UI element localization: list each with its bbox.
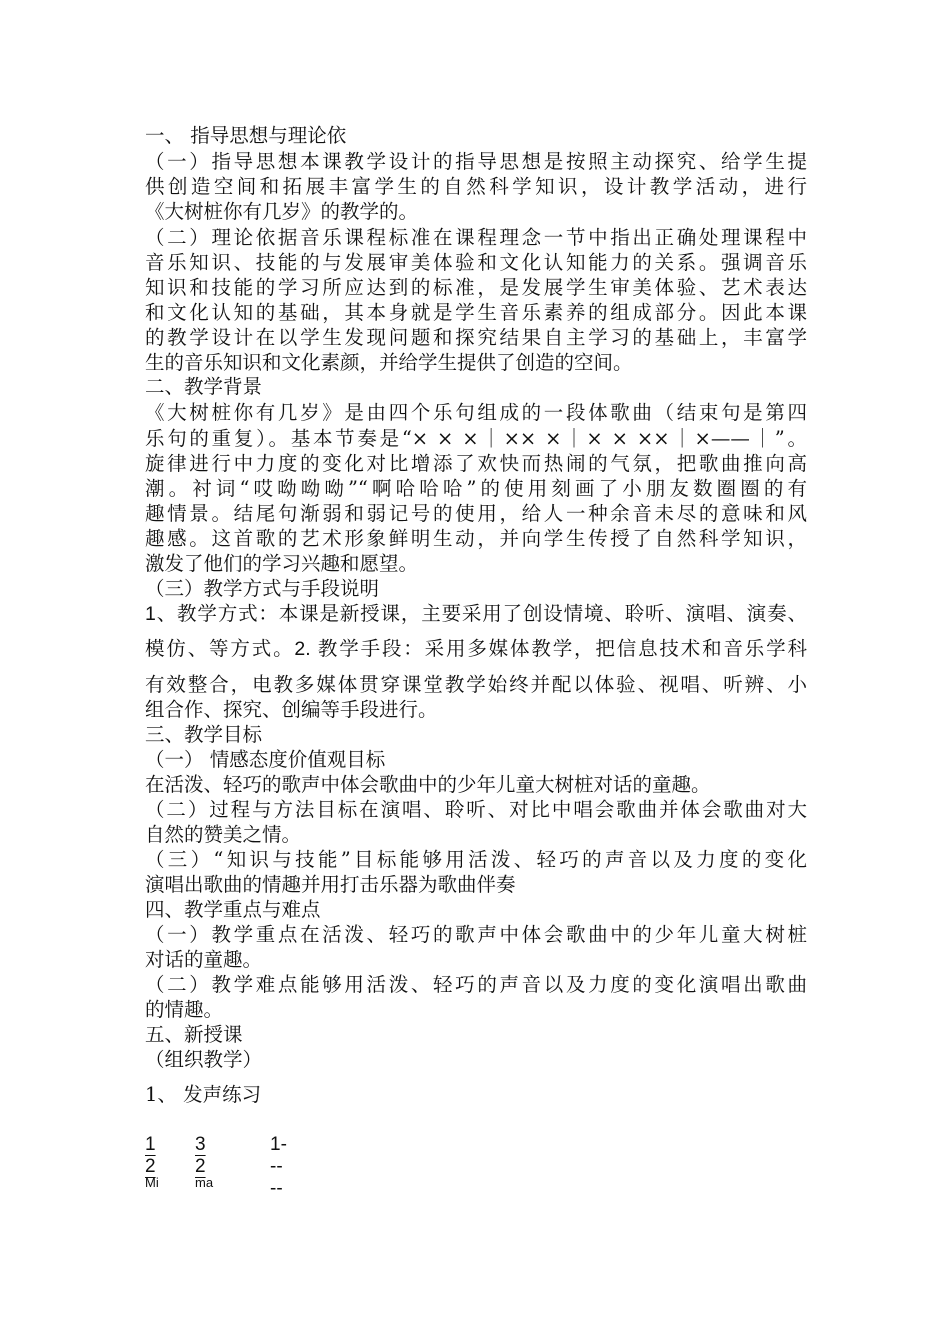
text-line: 模仿、等方式。2. 教学手段：采用多媒体教学，把信息技术和音乐学科 <box>145 638 807 660</box>
text-line: 一、 指导思想与理论依 <box>145 124 347 147</box>
text-line: 知识和技能的学习所应达到的标准，是发展学生审美体验、艺术表达 <box>145 276 807 299</box>
text-line: 的教学设计在以学生发现问题和探究结果自主学习的基础上，丰富学 <box>145 326 807 349</box>
text-line: （一） 情感态度价值观目标 <box>145 748 386 771</box>
text-line: 音乐知识、技能的与发展审美体验和文化认知能力的关系。强调音乐 <box>145 251 807 274</box>
text-line: 旋律进行中力度的变化对比增添了欢快而热闹的气氛，把歌曲推向高 <box>145 452 807 475</box>
text-line: （三）“知识与技能”目标能够用活泼、轻巧的声音以及力度的变化 <box>145 848 807 871</box>
text-line: 五、新授课 <box>145 1023 243 1046</box>
text-line: （二）教学难点能够用活泼、轻巧的声音以及力度的变化演唱出歌曲 <box>145 973 807 996</box>
text-line: 潮。衬词“哎呦呦呦”“啊哈哈哈”的使用刻画了小朋友数圈圈的有 <box>145 477 807 500</box>
text-line: 有效整合，电教多媒体贯穿课堂教学始终并配以体验、视唱、听辨、小 <box>145 674 807 696</box>
text-line: 趣感。这首歌的艺术形象鲜明生动，并向学生传授了自然科学知识， <box>145 527 807 550</box>
text-line: 组合作、探究、创编等手段进行。 <box>145 699 438 721</box>
text-line: 的情趣。 <box>145 998 224 1021</box>
text-line: 对话的童趣。 <box>145 948 263 971</box>
text-line: （三）教学方式与手段说明 <box>145 577 380 600</box>
text-line: （组织教学） <box>145 1048 263 1071</box>
note-group-2: 3 2 <box>195 1134 206 1177</box>
text-line: 三、教学目标 <box>145 723 263 746</box>
syllable-ma: ma <box>195 1175 214 1190</box>
text-line: 演唱出歌曲的情趣并用打击乐器为歌曲伴奏 <box>145 873 516 896</box>
held-note: 1----- <box>270 1134 287 1199</box>
text-line: 供创造空间和拓展丰富学生的自然科学知识，设计教学活动，进行 <box>145 175 807 198</box>
syllable-mi: Mi <box>145 1175 159 1190</box>
text-line: 趣情景。结尾句渐弱和弱记号的使用，给人一种余音未尽的意味和风 <box>145 502 807 525</box>
text-line: 和文化认知的基础，其本身就是学生音乐素养的组成部分。因此本课 <box>145 301 807 324</box>
text-line: 激发了他们的学习兴趣和愿望。 <box>145 552 419 575</box>
text-line: 二、教学背景 <box>145 375 263 398</box>
text-line: 《大树桩你有几岁》的教学的。 <box>145 200 419 223</box>
text-line: （二）过程与方法目标在演唱、聆听、对比中唱会歌曲并体会歌曲对大 <box>145 798 807 821</box>
text-line: 自然的赞美之情。 <box>145 823 302 846</box>
text-line: 1、 发声练习 <box>145 1083 262 1106</box>
text-line: （二）理论依据音乐课程标准在课程理念一节中指出正确处理课程中 <box>145 226 807 249</box>
note-group-1: 1 2 <box>145 1134 156 1177</box>
text-line: 1、教学方式：本课是新授课，主要采用了创设情境、聆听、演唱、演奏、 <box>145 603 807 625</box>
text-line: 乐句的重复）。基本节奏是“× × ×｜×× ×｜× × ××｜×——｜”。 <box>145 427 807 450</box>
text-line: （一）教学重点在活泼、轻巧的歌声中体会歌曲中的少年儿童大树桩 <box>145 923 807 946</box>
text-line: 四、教学重点与难点 <box>145 898 321 921</box>
text-line: （一）指导思想本课教学设计的指导思想是按照主动探究、给学生提 <box>145 150 807 173</box>
text-line: 《大树桩你有几岁》是由四个乐句组成的一段体歌曲（结束句是第四 <box>145 401 807 424</box>
text-line: 生的音乐知识和文化素颜，并给学生提供了创造的空间。 <box>145 351 633 374</box>
text-line: 在活泼、轻巧的歌声中体会歌曲中的少年儿童大树桩对话的童趣。 <box>145 773 711 796</box>
